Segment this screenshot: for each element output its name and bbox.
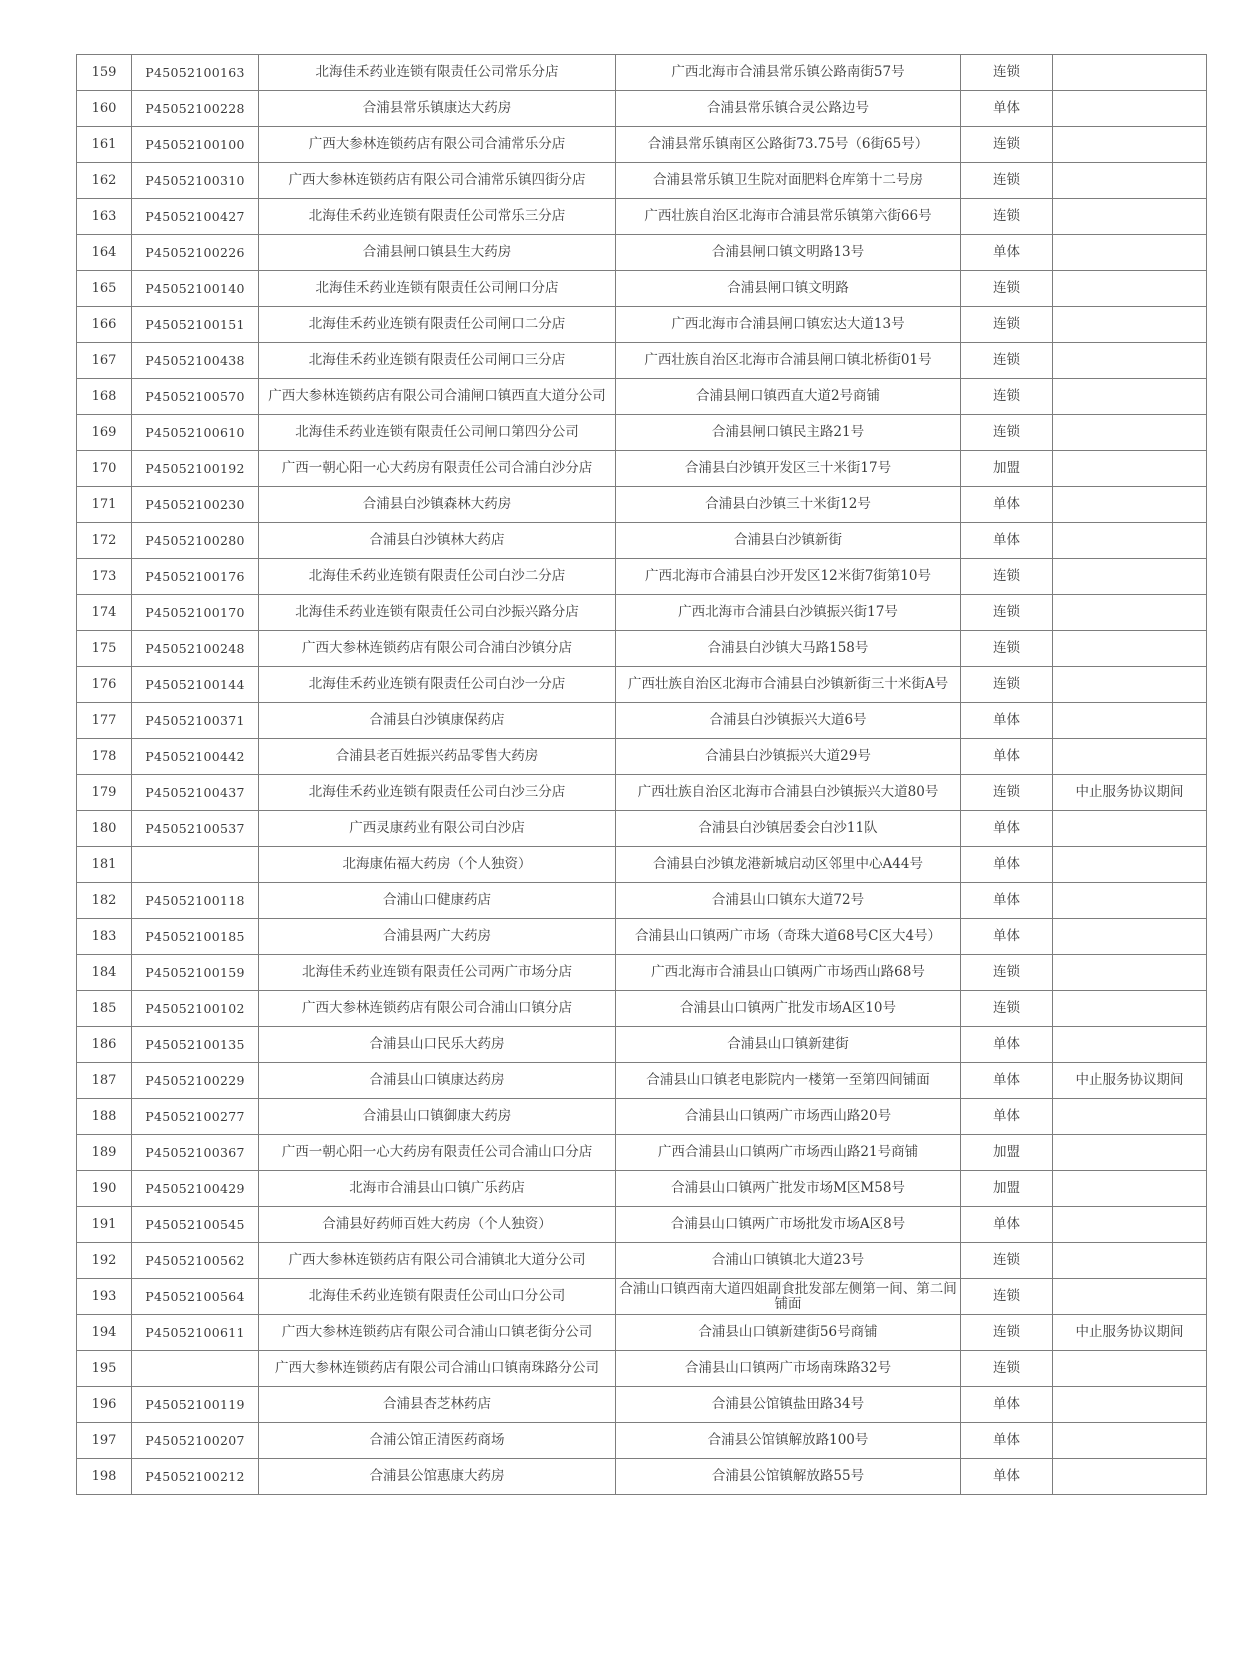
- pharmacy-type-cell: 连锁: [961, 55, 1053, 91]
- institution-code-cell: P45052100176: [132, 559, 259, 595]
- row-number-cell: 184: [77, 955, 132, 991]
- table-row: [77, 1387, 1207, 1423]
- table-row: [77, 523, 1207, 559]
- institution-code-cell: P45052100192: [132, 451, 259, 487]
- table-row: [77, 1459, 1207, 1495]
- pharmacy-address-cell: 合浦县白沙镇开发区三十米街17号: [616, 451, 961, 487]
- pharmacy-address-cell: 合浦县公馆镇盐田路34号: [616, 1387, 961, 1423]
- pharmacy-address-cell: 合浦县闸口镇西直大道2号商铺: [616, 379, 961, 415]
- remark-cell: [1053, 811, 1207, 847]
- table-row: [77, 91, 1207, 127]
- pharmacy-address-cell: 广西北海市合浦县山口镇两广市场西山路68号: [616, 955, 961, 991]
- row-number-cell: 179: [77, 775, 132, 811]
- institution-code-cell: P45052100277: [132, 1099, 259, 1135]
- remark-cell: [1053, 703, 1207, 739]
- remark-cell: [1053, 919, 1207, 955]
- pharmacy-name-cell: 合浦县白沙镇康保药店: [259, 703, 616, 739]
- pharmacy-address-cell: 合浦县公馆镇解放路55号: [616, 1459, 961, 1495]
- table-row: [77, 451, 1207, 487]
- pharmacy-name-cell: 北海佳禾药业连锁有限责任公司白沙三分店: [259, 775, 616, 811]
- institution-code-cell: P45052100280: [132, 523, 259, 559]
- pharmacy-type-cell: 连锁: [961, 631, 1053, 667]
- row-number-cell: 188: [77, 1099, 132, 1135]
- pharmacy-name-cell: 北海市合浦县山口镇广乐药店: [259, 1171, 616, 1207]
- row-number-cell: 195: [77, 1351, 132, 1387]
- institution-code-cell: P45052100100: [132, 127, 259, 163]
- pharmacy-name-cell: 广西大参林连锁药店有限公司合浦闸口镇西直大道分公司: [259, 379, 616, 415]
- remark-cell: [1053, 415, 1207, 451]
- pharmacy-type-cell: 连锁: [961, 559, 1053, 595]
- pharmacy-type-cell: 加盟: [961, 1171, 1053, 1207]
- pharmacy-type-cell: 单体: [961, 1387, 1053, 1423]
- row-number-cell: 163: [77, 199, 132, 235]
- pharmacy-name-cell: 合浦县公馆惠康大药房: [259, 1459, 616, 1495]
- institution-code-cell: P45052100151: [132, 307, 259, 343]
- pharmacy-type-cell: 单体: [961, 523, 1053, 559]
- pharmacy-address-cell: 合浦县白沙镇龙港新城启动区邻里中心A44号: [616, 847, 961, 883]
- institution-code-cell: [132, 1351, 259, 1387]
- pharmacy-name-cell: 合浦县好药师百姓大药房（个人独资）: [259, 1207, 616, 1243]
- pharmacy-name-cell: 广西大参林连锁药店有限公司合浦山口镇老街分公司: [259, 1315, 616, 1351]
- remark-cell: [1053, 1351, 1207, 1387]
- row-number-cell: 197: [77, 1423, 132, 1459]
- pharmacy-address-cell: 合浦县闸口镇民主路21号: [616, 415, 961, 451]
- institution-code-cell: P45052100135: [132, 1027, 259, 1063]
- table-row: [77, 307, 1207, 343]
- pharmacy-type-cell: 单体: [961, 1423, 1053, 1459]
- pharmacy-type-cell: 连锁: [961, 1279, 1053, 1315]
- pharmacy-type-cell: 连锁: [961, 667, 1053, 703]
- pharmacy-name-cell: 广西大参林连锁药店有限公司合浦白沙镇分店: [259, 631, 616, 667]
- row-number-cell: 159: [77, 55, 132, 91]
- table-row: [77, 379, 1207, 415]
- pharmacy-name-cell: 广西一朝心阳一心大药房有限责任公司合浦白沙分店: [259, 451, 616, 487]
- remark-cell: [1053, 307, 1207, 343]
- pharmacy-name-cell: 广西大参林连锁药店有限公司合浦山口镇分店: [259, 991, 616, 1027]
- remark-cell: [1053, 1135, 1207, 1171]
- row-number-cell: 175: [77, 631, 132, 667]
- row-number-cell: 168: [77, 379, 132, 415]
- pharmacy-address-cell: 合浦县白沙镇振兴大道6号: [616, 703, 961, 739]
- institution-code-cell: P45052100163: [132, 55, 259, 91]
- institution-code-cell: P45052100102: [132, 991, 259, 1027]
- table-row: [77, 343, 1207, 379]
- row-number-cell: 162: [77, 163, 132, 199]
- pharmacy-address-cell: 合浦县山口镇两广批发市场A区10号: [616, 991, 961, 1027]
- pharmacy-name-cell: 北海佳禾药业连锁有限责任公司闸口三分店: [259, 343, 616, 379]
- row-number-cell: 172: [77, 523, 132, 559]
- pharmacy-type-cell: 加盟: [961, 1135, 1053, 1171]
- row-number-cell: 189: [77, 1135, 132, 1171]
- table-row: [77, 1027, 1207, 1063]
- row-number-cell: 191: [77, 1207, 132, 1243]
- pharmacy-address-cell: 合浦县山口镇新建街56号商铺: [616, 1315, 961, 1351]
- pharmacy-address-cell: 广西北海市合浦县白沙开发区12米街7街第10号: [616, 559, 961, 595]
- pharmacy-address-cell: 广西壮族自治区北海市合浦县闸口镇北桥街01号: [616, 343, 961, 379]
- remark-cell: [1053, 199, 1207, 235]
- pharmacy-type-cell: 单体: [961, 883, 1053, 919]
- pharmacy-type-cell: 单体: [961, 703, 1053, 739]
- pharmacy-list-sheet: [76, 54, 1206, 1495]
- pharmacy-name-cell: 北海康佑福大药房（个人独资）: [259, 847, 616, 883]
- table-row: [77, 271, 1207, 307]
- institution-code-cell: P45052100229: [132, 1063, 259, 1099]
- institution-code-cell: [132, 847, 259, 883]
- institution-code-cell: P45052100170: [132, 595, 259, 631]
- row-number-cell: 174: [77, 595, 132, 631]
- pharmacy-type-cell: 连锁: [961, 991, 1053, 1027]
- row-number-cell: 167: [77, 343, 132, 379]
- remark-cell: [1053, 847, 1207, 883]
- pharmacy-name-cell: 合浦山口健康药店: [259, 883, 616, 919]
- institution-code-cell: P45052100159: [132, 955, 259, 991]
- pharmacy-name-cell: 北海佳禾药业连锁有限责任公司白沙二分店: [259, 559, 616, 595]
- table-row: [77, 775, 1207, 811]
- remark-cell: [1053, 1279, 1207, 1315]
- pharmacy-name-cell: 合浦县山口镇康达药房: [259, 1063, 616, 1099]
- table-row: [77, 847, 1207, 883]
- table-row: [77, 55, 1207, 91]
- pharmacy-address-cell: 合浦县山口镇两广市场南珠路32号: [616, 1351, 961, 1387]
- institution-code-cell: P45052100119: [132, 1387, 259, 1423]
- institution-code-cell: P45052100429: [132, 1171, 259, 1207]
- table-row: [77, 631, 1207, 667]
- pharmacy-type-cell: 连锁: [961, 955, 1053, 991]
- remark-cell: [1053, 487, 1207, 523]
- pharmacy-name-cell: 广西大参林连锁药店有限公司合浦镇北大道分公司: [259, 1243, 616, 1279]
- table-row: [77, 1279, 1207, 1315]
- remark-cell: [1053, 451, 1207, 487]
- table-row: [77, 1135, 1207, 1171]
- table-row: [77, 811, 1207, 847]
- institution-code-cell: P45052100118: [132, 883, 259, 919]
- institution-code-cell: P45052100438: [132, 343, 259, 379]
- institution-code-cell: P45052100562: [132, 1243, 259, 1279]
- institution-code-cell: P45052100228: [132, 91, 259, 127]
- institution-code-cell: P45052100230: [132, 487, 259, 523]
- pharmacy-address-cell: 广西壮族自治区北海市合浦县白沙镇新街三十米街A号: [616, 667, 961, 703]
- row-number-cell: 178: [77, 739, 132, 775]
- remark-cell: 中止服务协议期间: [1053, 775, 1207, 811]
- institution-code-cell: P45052100144: [132, 667, 259, 703]
- row-number-cell: 186: [77, 1027, 132, 1063]
- pharmacy-type-cell: 连锁: [961, 415, 1053, 451]
- pharmacy-address-cell: 合浦山口镇西南大道四姐副食批发部左侧第一间、第二间铺面: [616, 1279, 961, 1315]
- remark-cell: [1053, 955, 1207, 991]
- pharmacy-table-body: [77, 55, 1207, 1495]
- row-number-cell: 161: [77, 127, 132, 163]
- remark-cell: [1053, 1207, 1207, 1243]
- row-number-cell: 165: [77, 271, 132, 307]
- pharmacy-type-cell: 单体: [961, 1027, 1053, 1063]
- institution-code-cell: P45052100371: [132, 703, 259, 739]
- pharmacy-address-cell: 合浦县山口镇新建街: [616, 1027, 961, 1063]
- pharmacy-address-cell: 合浦县公馆镇解放路100号: [616, 1423, 961, 1459]
- pharmacy-name-cell: 北海佳禾药业连锁有限责任公司常乐分店: [259, 55, 616, 91]
- row-number-cell: 177: [77, 703, 132, 739]
- table-row: [77, 1351, 1207, 1387]
- row-number-cell: 170: [77, 451, 132, 487]
- pharmacy-type-cell: 连锁: [961, 163, 1053, 199]
- row-number-cell: 166: [77, 307, 132, 343]
- pharmacy-type-cell: 连锁: [961, 379, 1053, 415]
- pharmacy-type-cell: 连锁: [961, 775, 1053, 811]
- pharmacy-type-cell: 连锁: [961, 307, 1053, 343]
- row-number-cell: 190: [77, 1171, 132, 1207]
- pharmacy-address-cell: 广西北海市合浦县常乐镇公路南街57号: [616, 55, 961, 91]
- table-row: [77, 235, 1207, 271]
- row-number-cell: 182: [77, 883, 132, 919]
- pharmacy-address-cell: 广西壮族自治区北海市合浦县常乐镇第六街66号: [616, 199, 961, 235]
- table-row: [77, 955, 1207, 991]
- row-number-cell: 164: [77, 235, 132, 271]
- remark-cell: [1053, 1099, 1207, 1135]
- institution-code-cell: P45052100140: [132, 271, 259, 307]
- pharmacy-type-cell: 连锁: [961, 1351, 1053, 1387]
- pharmacy-type-cell: 连锁: [961, 127, 1053, 163]
- table-row: [77, 1063, 1207, 1099]
- remark-cell: [1053, 631, 1207, 667]
- remark-cell: [1053, 127, 1207, 163]
- table-row: [77, 595, 1207, 631]
- remark-cell: [1053, 559, 1207, 595]
- pharmacy-address-cell: 广西合浦县山口镇两广市场西山路21号商铺: [616, 1135, 961, 1171]
- row-number-cell: 183: [77, 919, 132, 955]
- pharmacy-address-cell: 广西北海市合浦县闸口镇宏达大道13号: [616, 307, 961, 343]
- row-number-cell: 187: [77, 1063, 132, 1099]
- pharmacy-name-cell: 合浦县山口镇御康大药房: [259, 1099, 616, 1135]
- pharmacy-address-cell: 合浦县闸口镇文明路13号: [616, 235, 961, 271]
- pharmacy-address-cell: 合浦山口镇镇北大道23号: [616, 1243, 961, 1279]
- pharmacy-type-cell: 单体: [961, 739, 1053, 775]
- row-number-cell: 169: [77, 415, 132, 451]
- remark-cell: [1053, 91, 1207, 127]
- remark-cell: [1053, 667, 1207, 703]
- pharmacy-type-cell: 单体: [961, 1099, 1053, 1135]
- pharmacy-address-cell: 合浦县常乐镇南区公路街73.75号（6街65号）: [616, 127, 961, 163]
- pharmacy-address-cell: 合浦县白沙镇振兴大道29号: [616, 739, 961, 775]
- row-number-cell: 176: [77, 667, 132, 703]
- pharmacy-type-cell: 单体: [961, 235, 1053, 271]
- pharmacy-name-cell: 北海佳禾药业连锁有限责任公司白沙一分店: [259, 667, 616, 703]
- remark-cell: [1053, 271, 1207, 307]
- pharmacy-type-cell: 单体: [961, 847, 1053, 883]
- pharmacy-type-cell: 单体: [961, 487, 1053, 523]
- pharmacy-name-cell: 北海佳禾药业连锁有限责任公司闸口二分店: [259, 307, 616, 343]
- institution-code-cell: P45052100564: [132, 1279, 259, 1315]
- remark-cell: 中止服务协议期间: [1053, 1315, 1207, 1351]
- pharmacy-name-cell: 合浦县老百姓振兴药品零售大药房: [259, 739, 616, 775]
- table-row: [77, 703, 1207, 739]
- pharmacy-address-cell: 合浦县白沙镇大马路158号: [616, 631, 961, 667]
- table-row: [77, 1315, 1207, 1351]
- pharmacy-name-cell: 广西大参林连锁药店有限公司合浦山口镇南珠路分公司: [259, 1351, 616, 1387]
- pharmacy-address-cell: 合浦县常乐镇卫生院对面肥料仓库第十二号房: [616, 163, 961, 199]
- table-row: [77, 739, 1207, 775]
- row-number-cell: 192: [77, 1243, 132, 1279]
- remark-cell: [1053, 739, 1207, 775]
- table-row: [77, 1099, 1207, 1135]
- remark-cell: [1053, 991, 1207, 1027]
- row-number-cell: 198: [77, 1459, 132, 1495]
- pharmacy-name-cell: 北海佳禾药业连锁有限责任公司常乐三分店: [259, 199, 616, 235]
- pharmacy-type-cell: 加盟: [961, 451, 1053, 487]
- row-number-cell: 181: [77, 847, 132, 883]
- table-row: [77, 1423, 1207, 1459]
- institution-code-cell: P45052100437: [132, 775, 259, 811]
- pharmacy-address-cell: 合浦县山口镇老电影院内一楼第一至第四间铺面: [616, 1063, 961, 1099]
- row-number-cell: 160: [77, 91, 132, 127]
- table-row: [77, 163, 1207, 199]
- pharmacy-type-cell: 连锁: [961, 1243, 1053, 1279]
- table-row: [77, 199, 1207, 235]
- pharmacy-name-cell: 合浦县两广大药房: [259, 919, 616, 955]
- row-number-cell: 196: [77, 1387, 132, 1423]
- remark-cell: 中止服务协议期间: [1053, 1063, 1207, 1099]
- remark-cell: [1053, 235, 1207, 271]
- remark-cell: [1053, 595, 1207, 631]
- pharmacy-address-cell: 广西壮族自治区北海市合浦县白沙镇振兴大道80号: [616, 775, 961, 811]
- pharmacy-address-cell: 广西北海市合浦县白沙镇振兴街17号: [616, 595, 961, 631]
- pharmacy-type-cell: 连锁: [961, 343, 1053, 379]
- table-row: [77, 919, 1207, 955]
- institution-code-cell: P45052100248: [132, 631, 259, 667]
- pharmacy-table: [76, 54, 1207, 1495]
- table-row: [77, 667, 1207, 703]
- remark-cell: [1053, 883, 1207, 919]
- pharmacy-type-cell: 连锁: [961, 271, 1053, 307]
- pharmacy-name-cell: 合浦县白沙镇林大药店: [259, 523, 616, 559]
- institution-code-cell: P45052100207: [132, 1423, 259, 1459]
- pharmacy-address-cell: 合浦县白沙镇居委会白沙11队: [616, 811, 961, 847]
- pharmacy-type-cell: 单体: [961, 919, 1053, 955]
- pharmacy-name-cell: 合浦县山口民乐大药房: [259, 1027, 616, 1063]
- institution-code-cell: P45052100545: [132, 1207, 259, 1243]
- pharmacy-type-cell: 单体: [961, 1459, 1053, 1495]
- pharmacy-address-cell: 合浦县山口镇两广市场西山路20号: [616, 1099, 961, 1135]
- pharmacy-name-cell: 北海佳禾药业连锁有限责任公司白沙振兴路分店: [259, 595, 616, 631]
- pharmacy-name-cell: 合浦县闸口镇县生大药房: [259, 235, 616, 271]
- remark-cell: [1053, 523, 1207, 559]
- institution-code-cell: P45052100226: [132, 235, 259, 271]
- row-number-cell: 180: [77, 811, 132, 847]
- pharmacy-name-cell: 广西灵康药业有限公司白沙店: [259, 811, 616, 847]
- pharmacy-address-cell: 合浦县常乐镇合灵公路边号: [616, 91, 961, 127]
- pharmacy-type-cell: 单体: [961, 1063, 1053, 1099]
- institution-code-cell: P45052100185: [132, 919, 259, 955]
- pharmacy-type-cell: 单体: [961, 1207, 1053, 1243]
- remark-cell: [1053, 55, 1207, 91]
- pharmacy-name-cell: 北海佳禾药业连锁有限责任公司闸口第四分公司: [259, 415, 616, 451]
- institution-code-cell: P45052100427: [132, 199, 259, 235]
- pharmacy-address-cell: 合浦县白沙镇新街: [616, 523, 961, 559]
- table-row: [77, 883, 1207, 919]
- table-row: [77, 1243, 1207, 1279]
- pharmacy-name-cell: 合浦公馆正清医药商场: [259, 1423, 616, 1459]
- institution-code-cell: P45052100310: [132, 163, 259, 199]
- institution-code-cell: P45052100367: [132, 1135, 259, 1171]
- pharmacy-type-cell: 连锁: [961, 595, 1053, 631]
- pharmacy-type-cell: 单体: [961, 91, 1053, 127]
- pharmacy-name-cell: 北海佳禾药业连锁有限责任公司两广市场分店: [259, 955, 616, 991]
- pharmacy-address-cell: 合浦县白沙镇三十米街12号: [616, 487, 961, 523]
- remark-cell: [1053, 1387, 1207, 1423]
- pharmacy-name-cell: 北海佳禾药业连锁有限责任公司闸口分店: [259, 271, 616, 307]
- pharmacy-type-cell: 连锁: [961, 1315, 1053, 1351]
- table-row: [77, 1171, 1207, 1207]
- table-row: [77, 487, 1207, 523]
- institution-code-cell: P45052100537: [132, 811, 259, 847]
- remark-cell: [1053, 163, 1207, 199]
- remark-cell: [1053, 379, 1207, 415]
- pharmacy-address-cell: 合浦县闸口镇文明路: [616, 271, 961, 307]
- table-row: [77, 559, 1207, 595]
- pharmacy-address-cell: 合浦县山口镇两广市场批发市场A区8号: [616, 1207, 961, 1243]
- pharmacy-name-cell: 合浦县杏芝林药店: [259, 1387, 616, 1423]
- row-number-cell: 185: [77, 991, 132, 1027]
- pharmacy-name-cell: 广西大参林连锁药店有限公司合浦常乐镇四街分店: [259, 163, 616, 199]
- row-number-cell: 173: [77, 559, 132, 595]
- pharmacy-type-cell: 单体: [961, 811, 1053, 847]
- table-row: [77, 127, 1207, 163]
- row-number-cell: 171: [77, 487, 132, 523]
- institution-code-cell: P45052100570: [132, 379, 259, 415]
- pharmacy-type-cell: 连锁: [961, 199, 1053, 235]
- institution-code-cell: P45052100442: [132, 739, 259, 775]
- pharmacy-name-cell: 广西大参林连锁药店有限公司合浦常乐分店: [259, 127, 616, 163]
- table-row: [77, 1207, 1207, 1243]
- institution-code-cell: P45052100610: [132, 415, 259, 451]
- institution-code-cell: P45052100611: [132, 1315, 259, 1351]
- pharmacy-name-cell: 合浦县常乐镇康达大药房: [259, 91, 616, 127]
- pharmacy-address-cell: 合浦县山口镇两广市场（奇珠大道68号C区大4号）: [616, 919, 961, 955]
- row-number-cell: 193: [77, 1279, 132, 1315]
- remark-cell: [1053, 343, 1207, 379]
- remark-cell: [1053, 1171, 1207, 1207]
- table-row: [77, 415, 1207, 451]
- remark-cell: [1053, 1027, 1207, 1063]
- pharmacy-address-cell: 合浦县山口镇两广批发市场M区M58号: [616, 1171, 961, 1207]
- row-number-cell: 194: [77, 1315, 132, 1351]
- institution-code-cell: P45052100212: [132, 1459, 259, 1495]
- remark-cell: [1053, 1423, 1207, 1459]
- pharmacy-name-cell: 广西一朝心阳一心大药房有限责任公司合浦山口分店: [259, 1135, 616, 1171]
- remark-cell: [1053, 1459, 1207, 1495]
- pharmacy-name-cell: 合浦县白沙镇森林大药房: [259, 487, 616, 523]
- pharmacy-address-cell: 合浦县山口镇东大道72号: [616, 883, 961, 919]
- remark-cell: [1053, 1243, 1207, 1279]
- pharmacy-name-cell: 北海佳禾药业连锁有限责任公司山口分公司: [259, 1279, 616, 1315]
- table-row: [77, 991, 1207, 1027]
